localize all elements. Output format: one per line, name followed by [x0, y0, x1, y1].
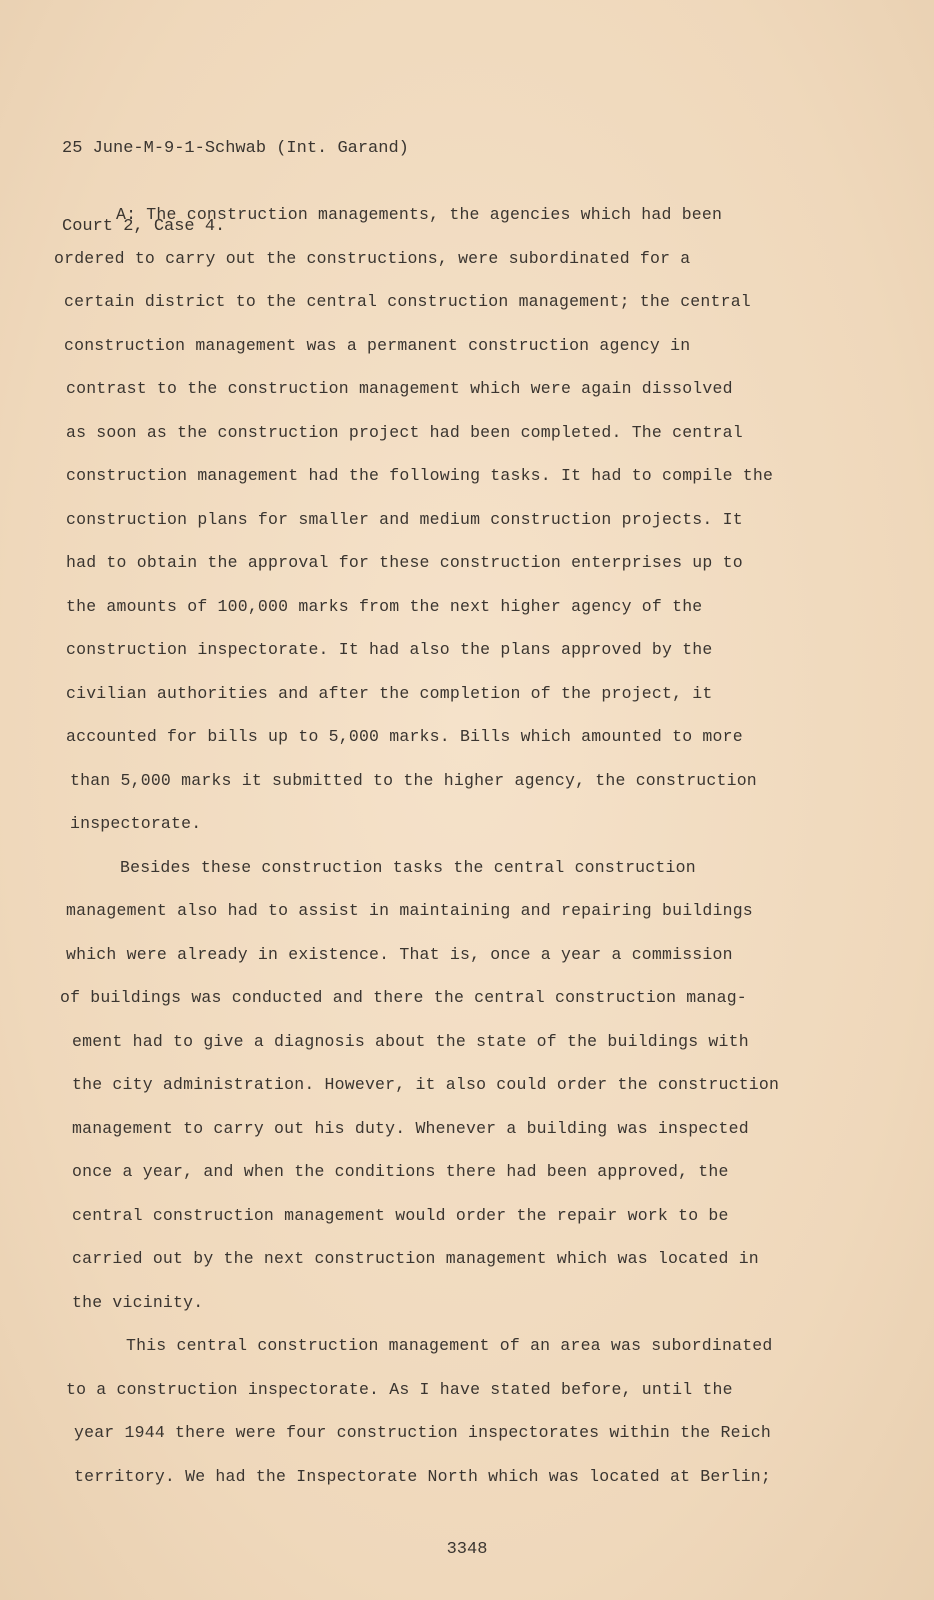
transcript-line: ement had to give a diagnosis about the state of the buildings with — [72, 1032, 749, 1051]
transcript-line: civilian authorities and after the completion of the project, it — [66, 684, 713, 703]
transcript-line: accounted for bills up to 5,000 marks. Bills which amounted to more — [66, 727, 743, 746]
header-session-line: 25 June-M-9-1-Schwab (Int. Garand) — [62, 139, 409, 158]
transcript-line: central construction management would order the repair work to be — [72, 1206, 729, 1225]
transcript-line: of buildings was conducted and there the central construction manag- — [60, 988, 747, 1007]
transcript-line: contrast to the construction management which were again dissolved — [66, 379, 733, 398]
transcript-line: construction management was a permanent construction agency in — [64, 336, 691, 355]
transcript-line: the city administration. However, it also could order the construction — [72, 1075, 780, 1094]
transcript-line: to a construction inspectorate. As I have stated before, until the — [66, 1380, 733, 1399]
transcript-line: the vicinity. — [72, 1293, 204, 1312]
transcript-line: construction inspectorate. It had also the plans approved by the — [66, 640, 713, 659]
transcript-line: management also had to assist in maintaining and repairing buildings — [66, 901, 753, 920]
transcript-line: had to obtain the approval for these construction enterprises up to — [66, 553, 743, 572]
transcript-line: carried out by the next construction management which was located in — [72, 1249, 759, 1268]
transcript-line: which were already in existence. That is, once a year a commission — [66, 945, 733, 964]
transcript-line: inspectorate. — [70, 814, 202, 833]
transcript-line: A: The construction managements, the agencies which had been — [116, 205, 723, 224]
transcript-line: certain district to the central construction management; the central — [64, 292, 751, 311]
transcript-line: This central construction management of an area was subordinated — [126, 1336, 773, 1355]
transcript-line: than 5,000 marks it submitted to the higher agency, the construction — [70, 771, 757, 790]
header-court-line: Court 2, Case 4. — [62, 217, 226, 236]
transcript-line: management to carry out his duty. Whenever a building was inspected — [72, 1119, 749, 1138]
transcript-line: once a year, and when the conditions there had been approved, the — [72, 1162, 729, 1181]
transcript-line: construction management had the following tasks. It had to compile the — [66, 466, 774, 485]
transcript-line: as soon as the construction project had been completed. The central — [66, 423, 743, 442]
page-number: 3348 — [446, 1540, 488, 1559]
transcript-line: the amounts of 100,000 marks from the next higher agency of the — [66, 597, 703, 616]
transcript-line: year 1944 there were four construction inspectorates within the Reich — [74, 1423, 772, 1442]
transcript-line: territory. We had the Inspectorate North which was located at Berlin; — [74, 1467, 772, 1486]
transcript-line: Besides these construction tasks the central construction — [120, 858, 696, 877]
transcript-line: construction plans for smaller and medium construction projects. It — [66, 510, 743, 529]
transcript-line: ordered to carry out the constructions, were subordinated for a — [54, 249, 691, 268]
